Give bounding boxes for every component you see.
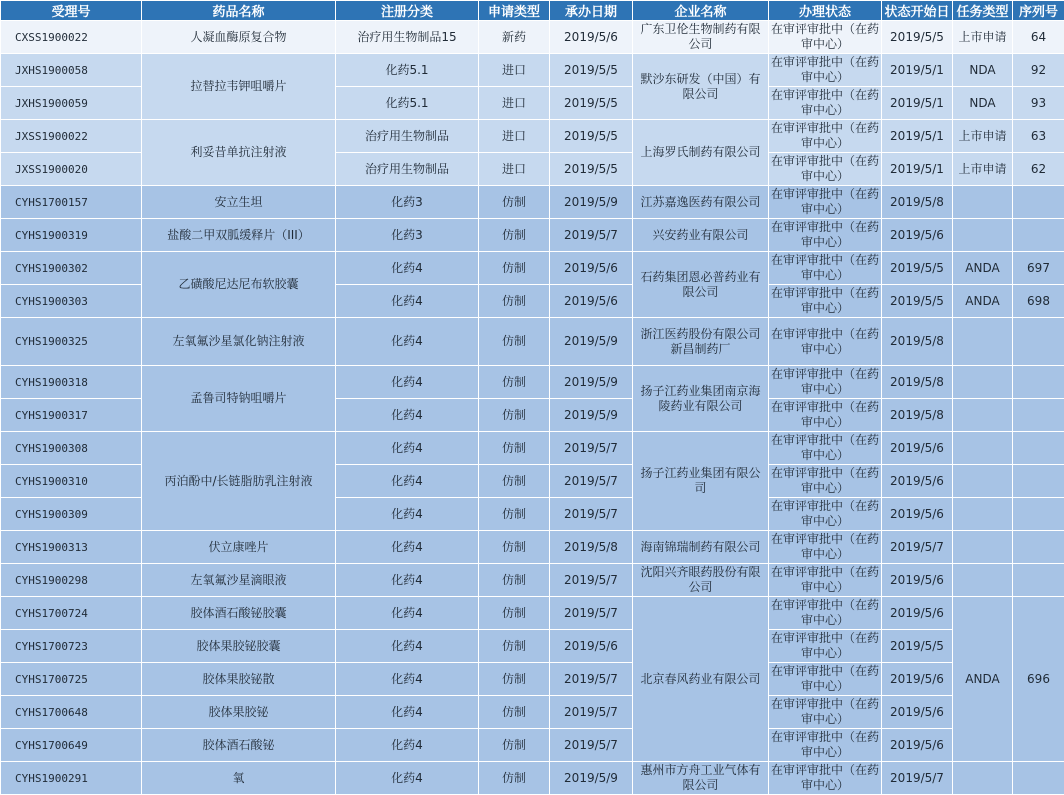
header-cell: 状态开始日 [882,1,953,21]
cell-name: 左氧氟沙星滴眼液 [142,564,336,597]
cell-sdate: 2019/5/1 [882,54,953,87]
cell-cat: 治疗用生物制品 [336,120,479,153]
cell-code: CYHS1700649 [1,729,142,762]
cell-sdate: 2019/5/6 [882,564,953,597]
cell-task [953,465,1013,498]
cell-sdate: 2019/5/6 [882,696,953,729]
cell-status: 在审评审批中（在药审中心） [769,186,882,219]
cell-sdate: 2019/5/7 [882,531,953,564]
cell-code: CYHS1900318 [1,366,142,399]
cell-type: 仿制 [479,597,550,630]
cell-sdate: 2019/5/6 [882,729,953,762]
cell-status: 在审评审批中（在药审中心） [769,432,882,465]
table-row [1,696,1064,729]
cell-sdate: 2019/5/8 [882,399,953,432]
cell-type: 进口 [479,87,550,120]
cell-company: 默沙东研发（中国）有限公司 [633,54,769,120]
cell-name: 左氧氟沙星氯化钠注射液 [142,318,336,366]
cell-sdate: 2019/5/1 [882,153,953,186]
cell-status: 在审评审批中（在药审中心） [769,54,882,87]
cell-type: 仿制 [479,762,550,795]
cell-status: 在审评审批中（在药审中心） [769,153,882,186]
cell-date: 2019/5/5 [550,153,633,186]
cell-date: 2019/5/7 [550,564,633,597]
cell-seq: 92 [1013,54,1064,87]
cell-company: 海南锦瑞制药有限公司 [633,531,769,564]
table-row [1,21,1064,54]
cell-date: 2019/5/7 [550,465,633,498]
cell-type: 进口 [479,54,550,87]
cell-sdate: 2019/5/1 [882,120,953,153]
table-row [1,54,1064,87]
cell-seq: 63 [1013,120,1064,153]
table-row [1,663,1064,696]
cell-code: JXHS1900058 [1,54,142,87]
cell-task: 上市申请 [953,21,1013,54]
cell-date: 2019/5/7 [550,696,633,729]
cell-company: 惠州市方舟工业气体有限公司 [633,762,769,795]
header-cell: 注册分类 [336,1,479,21]
cell-company: 广东卫伦生物制药有限公司 [633,21,769,54]
cell-task [953,219,1013,252]
cell-seq [1013,564,1064,597]
cell-status: 在审评审批中（在药审中心） [769,696,882,729]
cell-cat: 化药4 [336,432,479,465]
cell-cat: 化药4 [336,366,479,399]
cell-name: 伏立康唑片 [142,531,336,564]
cell-company: 浙江医药股份有限公司新昌制药厂 [633,318,769,366]
cell-date: 2019/5/9 [550,762,633,795]
cell-sdate: 2019/5/6 [882,219,953,252]
cell-date: 2019/5/5 [550,120,633,153]
cell-status: 在审评审批中（在药审中心） [769,564,882,597]
cell-task: 上市申请 [953,120,1013,153]
cell-sdate: 2019/5/5 [882,21,953,54]
cell-company: 上海罗氏制药有限公司 [633,120,769,186]
cell-name: 胶体果胶铋散 [142,663,336,696]
cell-cat: 化药4 [336,285,479,318]
cell-type: 仿制 [479,252,550,285]
cell-status: 在审评审批中（在药审中心） [769,498,882,531]
cell-code: CYHS1900317 [1,399,142,432]
cell-date: 2019/5/9 [550,399,633,432]
cell-seq [1013,399,1064,432]
cell-date: 2019/5/7 [550,432,633,465]
cell-type: 仿制 [479,366,550,399]
cell-type: 仿制 [479,729,550,762]
header-cell: 受理号 [1,1,142,21]
cell-task: 上市申请 [953,153,1013,186]
cell-code: CYHS1700648 [1,696,142,729]
cell-type: 仿制 [479,432,550,465]
header-cell: 任务类型 [953,1,1013,21]
cell-task [953,762,1013,795]
header-cell: 申请类型 [479,1,550,21]
cell-name: 拉替拉韦钾咀嚼片 [142,54,336,120]
cell-task: ANDA [953,285,1013,318]
cell-status: 在审评审批中（在药审中心） [769,252,882,285]
cell-sdate: 2019/5/5 [882,630,953,663]
table-row [1,597,1064,630]
cell-seq: 698 [1013,285,1064,318]
cell-sdate: 2019/5/6 [882,465,953,498]
cell-status: 在审评审批中（在药审中心） [769,531,882,564]
cell-company: 扬子江药业集团南京海陵药业有限公司 [633,366,769,432]
cell-type: 进口 [479,120,550,153]
cell-status: 在审评审批中（在药审中心） [769,219,882,252]
cell-sdate: 2019/5/7 [882,762,953,795]
table-body [1,21,1064,795]
cell-code: CYHS1900309 [1,498,142,531]
cell-cat: 化药4 [336,252,479,285]
cell-sdate: 2019/5/6 [882,432,953,465]
header-cell: 办理状态 [769,1,882,21]
cell-code: CYHS1900319 [1,219,142,252]
cell-status: 在审评审批中（在药审中心） [769,366,882,399]
cell-code: CYHS1700157 [1,186,142,219]
cell-date: 2019/5/7 [550,663,633,696]
cell-code: JXSS1900020 [1,153,142,186]
cell-cat: 化药4 [336,465,479,498]
cell-type: 仿制 [479,285,550,318]
cell-date: 2019/5/9 [550,318,633,366]
cell-name: 人凝血酶原复合物 [142,21,336,54]
table-row [1,531,1064,564]
table-row [1,252,1064,285]
cell-type: 仿制 [479,663,550,696]
cell-sdate: 2019/5/6 [882,663,953,696]
cell-task: NDA [953,87,1013,120]
cell-type: 仿制 [479,531,550,564]
cell-status: 在审评审批中（在药审中心） [769,597,882,630]
cell-code: CYHS1900310 [1,465,142,498]
header-row [1,1,1064,21]
cell-seq [1013,498,1064,531]
cell-task [953,186,1013,219]
cell-status: 在审评审批中（在药审中心） [769,630,882,663]
cell-date: 2019/5/5 [550,54,633,87]
cell-sdate: 2019/5/8 [882,318,953,366]
table-row [1,432,1064,465]
cell-type: 仿制 [479,186,550,219]
cell-code: CYHS1900298 [1,564,142,597]
cell-code: CYHS1700723 [1,630,142,663]
cell-status: 在审评审批中（在药审中心） [769,399,882,432]
cell-seq: 697 [1013,252,1064,285]
cell-cat: 化药4 [336,564,479,597]
cell-seq: 93 [1013,87,1064,120]
table-row [1,762,1064,795]
cell-cat: 化药4 [336,630,479,663]
cell-type: 仿制 [479,465,550,498]
cell-name: 丙泊酚中/长链脂肪乳注射液 [142,432,336,531]
cell-seq [1013,762,1064,795]
cell-code: CYHS1900291 [1,762,142,795]
cell-date: 2019/5/7 [550,729,633,762]
header-cell: 承办日期 [550,1,633,21]
cell-cat: 化药3 [336,219,479,252]
cell-status: 在审评审批中（在药审中心） [769,87,882,120]
cell-cat: 化药4 [336,729,479,762]
cell-type: 新药 [479,21,550,54]
cell-date: 2019/5/5 [550,87,633,120]
cell-type: 仿制 [479,318,550,366]
cell-name: 胶体酒石酸铋 [142,729,336,762]
cell-company: 石药集团恩必普药业有限公司 [633,252,769,318]
cell-code: CYHS1700724 [1,597,142,630]
cell-seq [1013,186,1064,219]
cell-date: 2019/5/7 [550,219,633,252]
cell-code: CYHS1900313 [1,531,142,564]
cell-code: CYHS1900308 [1,432,142,465]
header-cell: 序列号 [1013,1,1064,21]
cell-seq: 696 [1013,597,1064,762]
cell-cat: 治疗用生物制品15 [336,21,479,54]
cell-code: CYHS1700725 [1,663,142,696]
cell-type: 仿制 [479,696,550,729]
cell-sdate: 2019/5/6 [882,498,953,531]
cell-cat: 化药4 [336,663,479,696]
cell-seq: 62 [1013,153,1064,186]
cell-sdate: 2019/5/5 [882,252,953,285]
cell-name: 利妥昔单抗注射液 [142,120,336,186]
cell-type: 仿制 [479,399,550,432]
cell-code: CYHS1900325 [1,318,142,366]
cell-cat: 治疗用生物制品 [336,153,479,186]
cell-task [953,498,1013,531]
header-cell: 企业名称 [633,1,769,21]
cell-date: 2019/5/6 [550,630,633,663]
cell-code: JXSS1900022 [1,120,142,153]
cell-sdate: 2019/5/8 [882,366,953,399]
cell-seq: 64 [1013,21,1064,54]
cell-code: JXHS1900059 [1,87,142,120]
cell-type: 仿制 [479,630,550,663]
cell-date: 2019/5/7 [550,498,633,531]
cell-date: 2019/5/6 [550,252,633,285]
cell-cat: 化药4 [336,696,479,729]
cell-task: ANDA [953,252,1013,285]
table-row [1,219,1064,252]
cell-task [953,366,1013,399]
table-row [1,729,1064,762]
cell-status: 在审评审批中（在药审中心） [769,762,882,795]
cell-type: 仿制 [479,498,550,531]
cell-date: 2019/5/6 [550,285,633,318]
cell-code: CYHS1900302 [1,252,142,285]
cell-cat: 化药4 [336,498,479,531]
cell-seq [1013,219,1064,252]
cell-cat: 化药4 [336,318,479,366]
cell-date: 2019/5/9 [550,366,633,399]
table-row [1,366,1064,399]
cell-company: 兴安药业有限公司 [633,219,769,252]
cell-cat: 化药4 [336,762,479,795]
header-cell: 药品名称 [142,1,336,21]
table-row [1,186,1064,219]
table-row [1,318,1064,366]
cell-type: 仿制 [479,564,550,597]
cell-status: 在审评审批中（在药审中心） [769,120,882,153]
cell-date: 2019/5/6 [550,21,633,54]
cell-code: CYHS1900303 [1,285,142,318]
cell-cat: 化药3 [336,186,479,219]
cell-cat: 化药4 [336,531,479,564]
cell-task: ANDA [953,597,1013,762]
cell-seq [1013,432,1064,465]
table-row [1,630,1064,663]
cell-name: 胶体酒石酸铋胶囊 [142,597,336,630]
cell-date: 2019/5/9 [550,186,633,219]
cell-cat: 化药4 [336,597,479,630]
cell-code: CXSS1900022 [1,21,142,54]
cell-sdate: 2019/5/1 [882,87,953,120]
cell-cat: 化药4 [336,399,479,432]
cell-company: 北京春风药业有限公司 [633,597,769,762]
cell-task: NDA [953,54,1013,87]
cell-company: 江苏嘉逸医药有限公司 [633,186,769,219]
cell-status: 在审评审批中（在药审中心） [769,729,882,762]
cell-name: 胶体果胶铋 [142,696,336,729]
cell-name: 安立生坦 [142,186,336,219]
cell-cat: 化药5.1 [336,87,479,120]
cell-status: 在审评审批中（在药审中心） [769,285,882,318]
cell-name: 孟鲁司特钠咀嚼片 [142,366,336,432]
cell-type: 仿制 [479,219,550,252]
cell-seq [1013,318,1064,366]
cell-seq [1013,465,1064,498]
cell-task [953,318,1013,366]
table-row [1,120,1064,153]
cell-name: 盐酸二甲双胍缓释片（III） [142,219,336,252]
cell-date: 2019/5/8 [550,531,633,564]
cell-company: 扬子江药业集团有限公司 [633,432,769,531]
cell-sdate: 2019/5/8 [882,186,953,219]
cell-task [953,531,1013,564]
cell-seq [1013,531,1064,564]
cell-status: 在审评审批中（在药审中心） [769,318,882,366]
cell-sdate: 2019/5/5 [882,285,953,318]
table-row [1,564,1064,597]
cell-company: 沈阳兴齐眼药股份有限公司 [633,564,769,597]
cell-name: 乙磺酸尼达尼布软胶囊 [142,252,336,318]
cell-task [953,399,1013,432]
cell-name: 胶体果胶铋胶囊 [142,630,336,663]
cell-type: 进口 [479,153,550,186]
cell-status: 在审评审批中（在药审中心） [769,663,882,696]
cell-status: 在审评审批中（在药审中心） [769,21,882,54]
cell-cat: 化药5.1 [336,54,479,87]
cell-task [953,564,1013,597]
cell-sdate: 2019/5/6 [882,597,953,630]
cell-task [953,432,1013,465]
cell-name: 氧 [142,762,336,795]
cell-status: 在审评审批中（在药审中心） [769,465,882,498]
cell-seq [1013,366,1064,399]
cell-date: 2019/5/7 [550,597,633,630]
